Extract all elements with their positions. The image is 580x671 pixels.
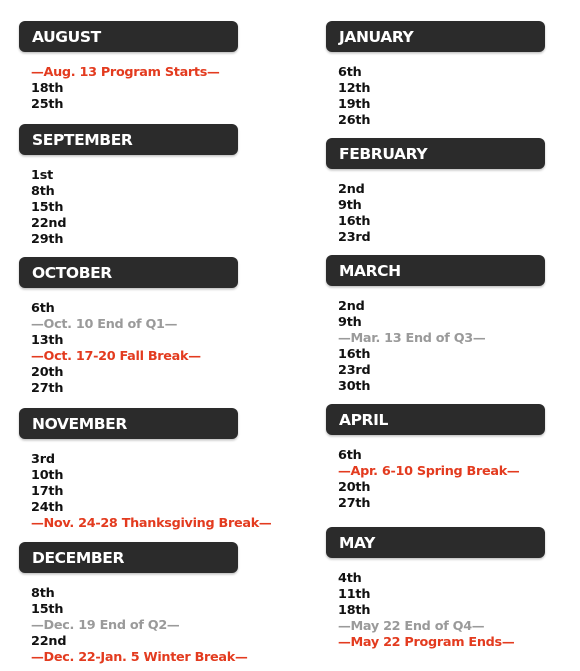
entry: 8th: [31, 586, 55, 601]
entry: 18th: [31, 81, 64, 96]
month-header: MAY: [326, 527, 545, 558]
entry: 8th: [31, 184, 55, 199]
month-entries: [326, 448, 545, 512]
month-entries: [19, 452, 272, 532]
entry: 13th: [31, 333, 64, 348]
month-august: [19, 21, 238, 113]
entry: —Dec. 19 End of Q2—: [31, 618, 180, 633]
entry: 6th: [31, 301, 55, 316]
month-header: DECEMBER: [19, 542, 238, 573]
entry: 18th: [338, 603, 371, 618]
entry: 2nd: [338, 182, 365, 197]
month-entries: [326, 299, 545, 395]
month-entries: [326, 182, 545, 246]
entry: 4th: [338, 571, 362, 586]
month-may: [326, 527, 545, 651]
entry: 9th: [338, 198, 362, 213]
month-entries: [19, 65, 238, 113]
month-january: [326, 21, 545, 129]
entry: 15th: [31, 602, 64, 617]
entry: 23rd: [338, 363, 371, 378]
month-header: MARCH: [326, 255, 545, 286]
entry: 2nd: [338, 299, 365, 314]
entry: —Oct. 17-20 Fall Break—: [31, 349, 201, 364]
entry: 16th: [338, 347, 371, 362]
entry: 12th: [338, 81, 371, 96]
entry: 15th: [31, 200, 64, 215]
month-header: FEBRUARY: [326, 138, 545, 169]
month-april: [326, 404, 545, 512]
entry: 10th: [31, 468, 64, 483]
month-header: APRIL: [326, 404, 545, 435]
entry: 17th: [31, 484, 64, 499]
entry: 16th: [338, 214, 371, 229]
month-header: AUGUST: [19, 21, 238, 52]
entry: 23rd: [338, 230, 371, 245]
entry: —Apr. 6-10 Spring Break—: [338, 464, 520, 479]
entry: 27th: [31, 381, 64, 396]
entry: 19th: [338, 97, 371, 112]
entry: 6th: [338, 65, 362, 80]
entry: 6th: [338, 448, 362, 463]
month-march: [326, 255, 545, 395]
entry: 24th: [31, 500, 64, 515]
month-october: [19, 257, 238, 397]
entry: 11th: [338, 587, 371, 602]
entry: —Aug. 13 Program Starts—: [31, 65, 220, 80]
month-header: NOVEMBER: [19, 408, 238, 439]
entry: —May 22 End of Q4—: [338, 619, 485, 634]
entry: 25th: [31, 97, 64, 112]
entry: 20th: [338, 480, 371, 495]
month-header: JANUARY: [326, 21, 545, 52]
month-entries: [326, 571, 545, 651]
entry: 1st: [31, 168, 54, 183]
entry: 3rd: [31, 452, 55, 467]
entry: 22nd: [31, 634, 67, 649]
month-entries: [19, 586, 248, 666]
entry: 26th: [338, 113, 371, 128]
month-header: OCTOBER: [19, 257, 238, 288]
entry: 22nd: [31, 216, 67, 231]
entry: —Dec. 22-Jan. 5 Winter Break—: [31, 650, 248, 665]
entry: —May 22 Program Ends—: [338, 635, 515, 650]
entry: —Oct. 10 End of Q1—: [31, 317, 178, 332]
entry: 9th: [338, 315, 362, 330]
entry: —Mar. 13 End of Q3—: [338, 331, 486, 346]
entry: 20th: [31, 365, 64, 380]
month-september: [19, 124, 238, 248]
month-february: [326, 138, 545, 246]
month-header: SEPTEMBER: [19, 124, 238, 155]
entry: 30th: [338, 379, 371, 394]
month-entries: [19, 168, 238, 248]
entry: —Nov. 24-28 Thanksgiving Break—: [31, 516, 272, 531]
entry: 29th: [31, 232, 64, 247]
month-november: [19, 408, 272, 532]
entry: 27th: [338, 496, 371, 511]
month-entries: [19, 301, 238, 397]
month-entries: [326, 65, 545, 129]
month-december: [19, 542, 248, 666]
